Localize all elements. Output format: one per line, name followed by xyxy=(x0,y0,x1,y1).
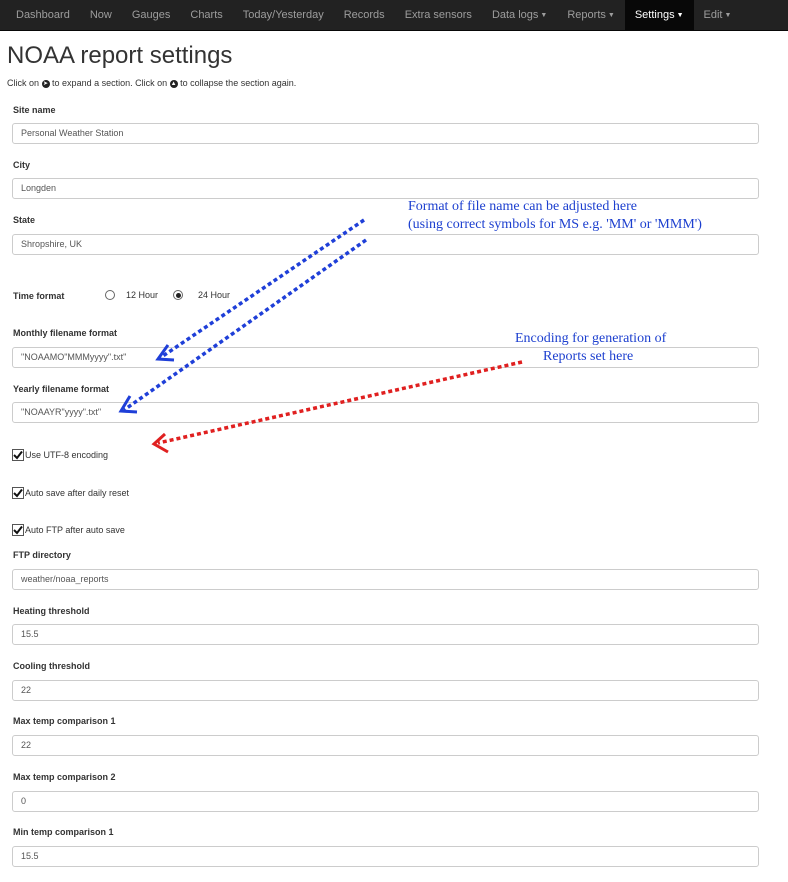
city-label: City xyxy=(13,160,31,170)
instructions-part1: Click on xyxy=(7,78,40,88)
annotation-filename-line2: (using correct symbols for MS e.g. 'MM' or 'MMM') xyxy=(408,217,702,232)
max-temp-2-input[interactable]: 0 xyxy=(12,791,759,812)
site-name-input[interactable]: Personal Weather Station xyxy=(12,123,759,144)
caret-down-icon: ▼ xyxy=(676,11,684,19)
nav-gauges[interactable]: Gauges xyxy=(131,9,171,21)
nav-records[interactable]: Records xyxy=(343,9,385,21)
nav-charts[interactable]: Charts xyxy=(190,9,223,21)
cooling-threshold-input[interactable]: 22 xyxy=(12,680,759,701)
max-temp-2-label: Max temp comparison 2 xyxy=(13,772,116,782)
auto-save-checkbox-label: Auto save after daily reset xyxy=(25,488,130,498)
nav-now[interactable]: Now xyxy=(89,9,112,21)
max-temp-1-input[interactable]: 22 xyxy=(12,735,759,756)
caret-down-icon: ▼ xyxy=(607,11,615,19)
ftp-directory-input[interactable]: weather/noaa_reports xyxy=(12,569,759,590)
utf8-checkbox-label: Use UTF-8 encoding xyxy=(25,450,109,460)
heating-threshold-label: Heating threshold xyxy=(13,606,90,616)
radio-24-hour-label: 24 Hour xyxy=(198,290,231,300)
instructions-part2: to expand a section. Click on xyxy=(52,78,168,88)
nav-extra-sensors[interactable]: Extra sensors xyxy=(404,9,472,21)
blue-arrow-yearly xyxy=(121,240,366,412)
yearly-filename-input[interactable]: "NOAAYR"yyyy".txt" xyxy=(12,402,759,423)
nav-reports-label: Reports xyxy=(567,9,606,21)
nav-settings-label: Settings xyxy=(634,9,675,21)
min-temp-1-label: Min temp comparison 1 xyxy=(13,827,114,837)
annotation-encoding-line2: Reports set here xyxy=(543,349,634,364)
caret-down-icon: ▼ xyxy=(540,11,548,19)
ftp-directory-label: FTP directory xyxy=(13,550,71,560)
monthly-filename-label: Monthly filename format xyxy=(13,328,118,338)
monthly-filename-input[interactable]: "NOAAMO"MMMyyyy".txt" xyxy=(12,347,759,368)
nav-edit-label: Edit xyxy=(703,9,723,21)
min-temp-1-input[interactable]: 15.5 xyxy=(12,846,759,867)
caret-down-icon: ▼ xyxy=(724,11,732,19)
city-input[interactable]: Longden xyxy=(12,178,759,199)
cooling-threshold-label: Cooling threshold xyxy=(13,661,90,671)
time-format-label: Time format xyxy=(13,291,65,301)
annotation-filename-line1: Format of file name can be adjusted here xyxy=(408,199,637,214)
yearly-filename-label: Yearly filename format xyxy=(13,384,110,394)
nav-data-logs-label: Data logs xyxy=(491,9,539,21)
collapse-circle-icon: ▲ xyxy=(170,80,177,87)
page-title: NOAA report settings xyxy=(7,42,233,69)
state-input[interactable]: Shropshire, UK xyxy=(12,234,759,255)
nav-dashboard[interactable]: Dashboard xyxy=(16,9,70,21)
instructions-part3: to collapse the section again. xyxy=(180,78,297,88)
nav-today-yesterday[interactable]: Today/Yesterday xyxy=(242,9,324,21)
state-label: State xyxy=(13,215,36,225)
red-arrow-encoding xyxy=(154,362,522,452)
heating-threshold-input[interactable]: 15.5 xyxy=(12,624,759,645)
auto-ftp-checkbox-label: Auto FTP after auto save xyxy=(25,525,125,535)
radio-12-hour-label: 12 Hour xyxy=(126,290,159,300)
blue-arrow-monthly xyxy=(158,220,364,360)
max-temp-1-label: Max temp comparison 1 xyxy=(13,716,116,726)
site-name-label: Site name xyxy=(13,105,56,115)
annotation-encoding-line1: Encoding for generation of xyxy=(515,331,667,346)
expand-circle-icon: ➤ xyxy=(43,80,49,87)
